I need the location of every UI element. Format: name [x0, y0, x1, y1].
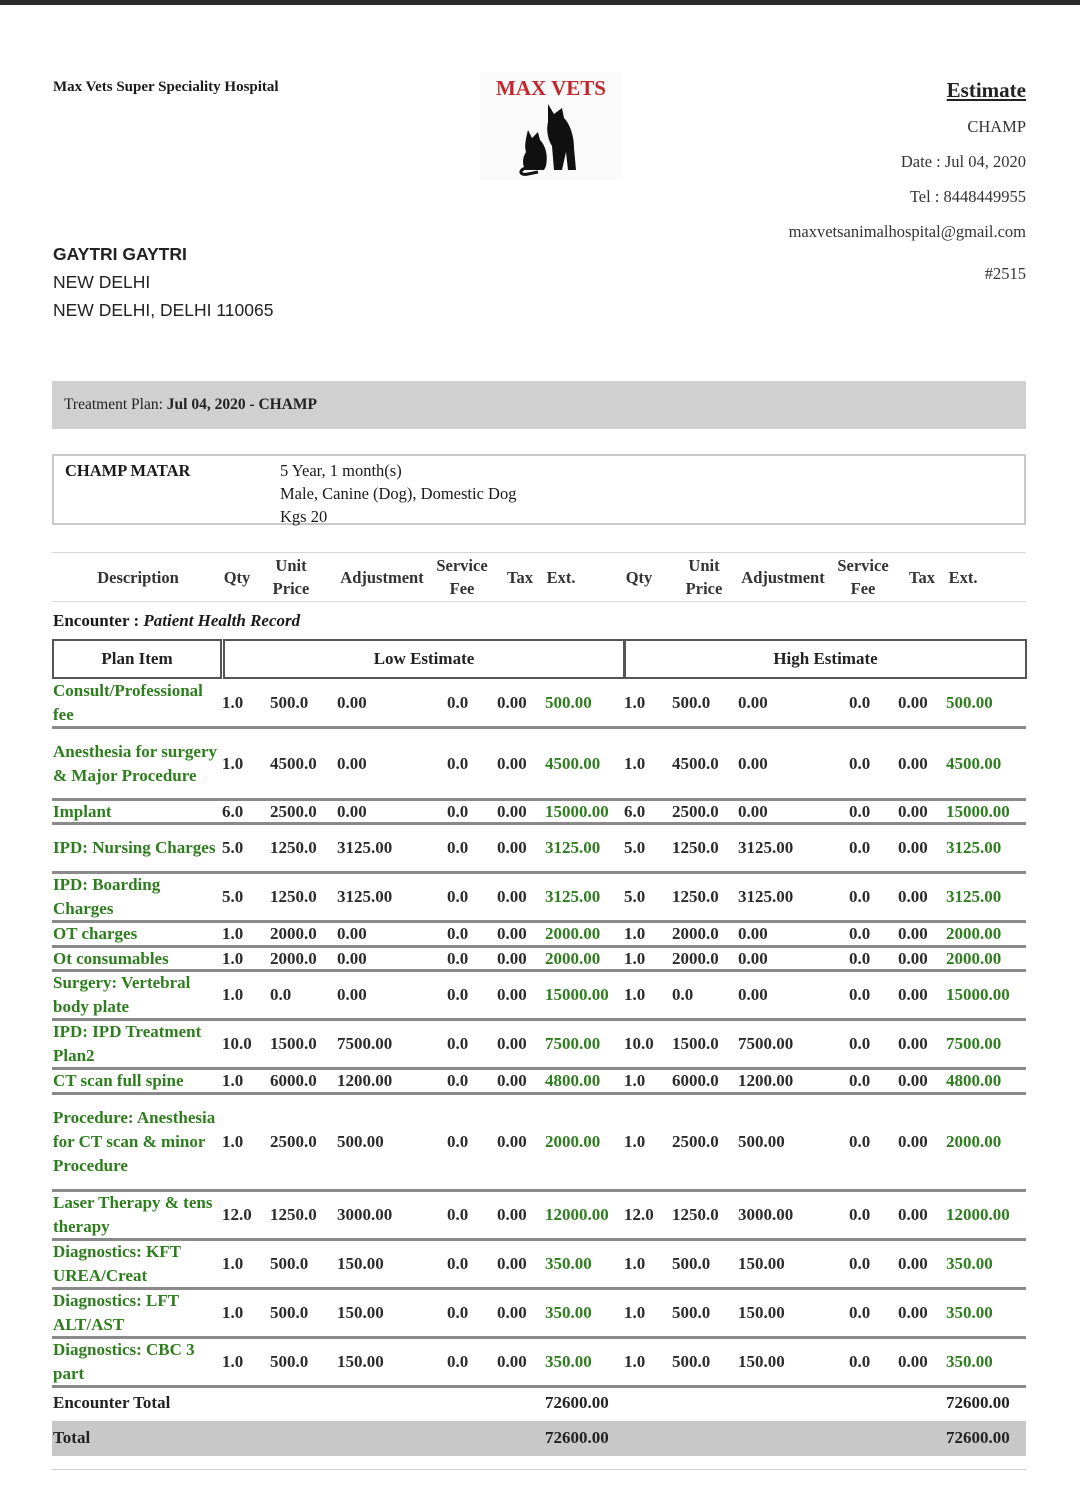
high-adjustment-cell: 1200.00: [738, 1071, 794, 1090]
low-adjustment-cell: 0.00: [337, 985, 367, 1004]
group-low-estimate: Low Estimate: [223, 639, 625, 679]
high-qty-cell: 1.0: [624, 1352, 646, 1371]
low-service-fee-cell: 0.0: [447, 1303, 469, 1322]
low-adjustment-cell: 500.00: [337, 1132, 384, 1151]
low-ext-cell: 4500.00: [545, 753, 601, 773]
low-adjustment-cell: 0.00: [337, 801, 367, 821]
high-qty-cell: 1.0: [624, 1303, 646, 1322]
low-service-fee-cell: 0.0: [447, 1071, 469, 1090]
col-unit-price-low-2: Price: [272, 579, 310, 598]
col-tax-low: Tax: [507, 567, 533, 587]
low-unit-price-cell: 1250.0: [270, 838, 317, 857]
high-service-fee-cell: 0.0: [849, 1352, 871, 1371]
high-adjustment-cell: 0.00: [738, 801, 768, 821]
low-service-fee-cell: 0.0: [447, 1254, 469, 1273]
col-unit-price-low-1: Unit: [275, 556, 307, 575]
low-qty-cell: 1.0: [222, 1303, 244, 1322]
high-service-fee-cell: 0.0: [849, 1205, 871, 1224]
bottom-rule: [52, 1469, 1026, 1470]
low-tax-cell: 0.00: [497, 693, 527, 712]
encounter-total-low: 72600.00: [545, 1393, 609, 1412]
low-tax-cell: 0.00: [497, 985, 527, 1004]
high-service-fee-cell: 0.0: [849, 924, 871, 943]
patient-age: 5 Year, 1 month(s): [280, 461, 402, 480]
high-qty-cell: 6.0: [624, 801, 646, 821]
high-service-fee-cell: 0.0: [849, 1303, 871, 1322]
table-row: [52, 874, 1026, 923]
high-unit-price-cell: 1250.0: [672, 887, 719, 906]
high-tax-cell: 0.00: [898, 693, 928, 712]
plan-item-description: Implant: [53, 801, 112, 821]
low-service-fee-cell: 0.0: [447, 985, 469, 1004]
low-unit-price-cell: 2500.0: [270, 801, 317, 821]
high-tax-cell: 0.00: [898, 838, 928, 857]
plan-value: Jul 04, 2020 - CHAMP: [166, 396, 318, 413]
low-ext-cell: 12000.00: [545, 1205, 609, 1224]
high-unit-price-cell: 1250.0: [672, 838, 719, 857]
low-qty-cell: 10.0: [222, 1034, 252, 1053]
low-tax-cell: 0.00: [497, 1205, 527, 1224]
high-adjustment-cell: 3125.00: [738, 887, 794, 906]
table-row: [52, 948, 1026, 972]
low-tax-cell: 0.00: [497, 838, 527, 857]
high-ext-cell: 500.00: [946, 693, 993, 712]
col-service-fee-low-1: Service: [436, 556, 488, 575]
high-tax-cell: 0.00: [898, 948, 928, 968]
low-adjustment-cell: 3000.00: [337, 1205, 393, 1224]
low-ext-cell: 2000.00: [545, 924, 601, 943]
col-service-fee-low-2: Fee: [449, 579, 475, 598]
plan-label: Treatment Plan:: [64, 396, 167, 413]
low-ext-cell: 4800.00: [545, 1071, 601, 1090]
high-tax-cell: 0.00: [898, 887, 928, 906]
plan-item-description: Anesthesia for surgery & Major Procedure: [53, 741, 217, 785]
encounter-name: Patient Health Record: [143, 611, 301, 630]
low-ext-cell: 350.00: [545, 1303, 592, 1322]
low-adjustment-cell: 1200.00: [337, 1071, 393, 1090]
high-ext-cell: 350.00: [946, 1352, 993, 1371]
low-adjustment-cell: 0.00: [337, 693, 367, 712]
high-service-fee-cell: 0.0: [849, 693, 871, 712]
col-unit-price-high-2: Price: [685, 579, 723, 598]
high-unit-price-cell: 1500.0: [672, 1034, 719, 1053]
table-row: [52, 1095, 1026, 1192]
hospital-name: Max Vets Super Speciality Hospital: [53, 79, 279, 95]
high-adjustment-cell: 0.00: [738, 948, 768, 968]
high-ext-cell: 350.00: [946, 1303, 993, 1322]
high-qty-cell: 10.0: [624, 1034, 654, 1053]
high-unit-price-cell: 2000.0: [672, 924, 719, 943]
high-ext-cell: 2000.00: [946, 1132, 1002, 1151]
high-adjustment-cell: 0.00: [738, 753, 768, 773]
low-ext-cell: 3125.00: [545, 887, 601, 906]
low-qty-cell: 1.0: [222, 1132, 244, 1151]
high-service-fee-cell: 0.0: [849, 1034, 871, 1053]
low-unit-price-cell: 2000.0: [270, 948, 317, 968]
low-tax-cell: 0.00: [497, 924, 527, 943]
table-row: [52, 729, 1026, 801]
high-unit-price-cell: 0.0: [672, 985, 694, 1004]
encounter-label: Encounter :: [53, 611, 144, 630]
low-qty-cell: 1.0: [222, 1254, 244, 1273]
high-unit-price-cell: 2500.0: [672, 801, 719, 821]
high-qty-cell: 1.0: [624, 924, 646, 943]
high-tax-cell: 0.00: [898, 801, 928, 821]
estimate-info: [789, 78, 1026, 299]
low-unit-price-cell: 500.0: [270, 1352, 309, 1371]
high-tax-cell: 0.00: [898, 753, 928, 773]
low-unit-price-cell: 1500.0: [270, 1034, 317, 1053]
high-qty-cell: 1.0: [624, 985, 646, 1004]
low-ext-cell: 2000.00: [545, 1132, 601, 1151]
col-adjustment-low: Adjustment: [340, 567, 424, 587]
high-service-fee-cell: 0.0: [849, 1254, 871, 1273]
encounter-total-label: Encounter Total: [53, 1393, 171, 1412]
high-ext-cell: 7500.00: [946, 1034, 1002, 1053]
high-service-fee-cell: 0.0: [849, 985, 871, 1004]
low-adjustment-cell: 3125.00: [337, 887, 393, 906]
plan-item-description: OT charges: [53, 924, 138, 943]
high-unit-price-cell: 4500.0: [672, 753, 719, 773]
high-unit-price-cell: 2000.0: [672, 948, 719, 968]
client-address: [53, 240, 273, 324]
low-adjustment-cell: 0.00: [337, 924, 367, 943]
low-qty-cell: 1.0: [222, 693, 244, 712]
low-unit-price-cell: 4500.0: [270, 753, 317, 773]
low-ext-cell: 350.00: [545, 1352, 592, 1371]
low-qty-cell: 5.0: [222, 838, 244, 857]
col-tax-high: Tax: [909, 567, 935, 587]
low-service-fee-cell: 0.0: [447, 838, 469, 857]
table-row: [52, 1339, 1026, 1388]
plan-item-description: Diagnostics: CBC 3 part: [53, 1340, 195, 1383]
plan-item-description: IPD: Boarding Charges: [53, 875, 161, 918]
grand-total-row: [52, 1421, 1026, 1456]
low-unit-price-cell: 1250.0: [270, 1205, 317, 1224]
low-qty-cell: 1.0: [222, 948, 244, 968]
low-tax-cell: 0.00: [497, 801, 527, 821]
encounter-heading: [53, 611, 300, 631]
low-unit-price-cell: 500.0: [270, 693, 309, 712]
client-address-line: NEW DELHI, DELHI 110065: [53, 300, 274, 320]
client-name: GAYTRI GAYTRI: [53, 244, 187, 264]
low-tax-cell: 0.00: [497, 1303, 527, 1322]
high-service-fee-cell: 0.0: [849, 838, 871, 857]
cat-dog-silhouette-icon: [518, 100, 584, 176]
grand-total-label: Total: [53, 1428, 91, 1447]
col-service-fee-high-2: Fee: [850, 579, 876, 598]
high-qty-cell: 5.0: [624, 838, 646, 857]
encounter-total-row: [52, 1393, 1026, 1417]
high-service-fee-cell: 0.0: [849, 948, 871, 968]
high-adjustment-cell: 0.00: [738, 924, 768, 943]
low-tax-cell: 0.00: [497, 1071, 527, 1090]
col-unit-price-high-1: Unit: [688, 556, 720, 575]
high-service-fee-cell: 0.0: [849, 753, 871, 773]
high-ext-cell: 3125.00: [946, 838, 1002, 857]
high-adjustment-cell: 150.00: [738, 1254, 785, 1273]
table-row: [52, 923, 1026, 948]
table-row: [52, 1241, 1026, 1290]
high-tax-cell: 0.00: [898, 1071, 928, 1090]
patient-info: [280, 459, 516, 528]
high-adjustment-cell: 3000.00: [738, 1205, 794, 1224]
estimate-number: #2515: [984, 264, 1026, 283]
high-unit-price-cell: 1250.0: [672, 1205, 719, 1224]
low-unit-price-cell: 6000.0: [270, 1071, 317, 1090]
table-row: [52, 1192, 1026, 1241]
low-qty-cell: 1.0: [222, 924, 244, 943]
high-adjustment-cell: 7500.00: [738, 1034, 794, 1053]
patient-name: CHAMP MATAR: [65, 461, 191, 480]
low-tax-cell: 0.00: [497, 1034, 527, 1053]
low-qty-cell: 5.0: [222, 887, 244, 906]
high-adjustment-cell: 500.00: [738, 1132, 785, 1151]
low-adjustment-cell: 150.00: [337, 1254, 384, 1273]
patient-weight: Kgs 20: [280, 507, 328, 526]
group-high-estimate: High Estimate: [624, 639, 1027, 679]
high-ext-cell: 2000.00: [946, 948, 1002, 968]
high-ext-cell: 15000.00: [946, 801, 1010, 821]
high-ext-cell: 350.00: [946, 1254, 993, 1273]
high-qty-cell: 5.0: [624, 887, 646, 906]
email: maxvetsanimalhospital@gmail.com: [788, 222, 1026, 241]
high-tax-cell: 0.00: [898, 1254, 928, 1273]
low-unit-price-cell: 1250.0: [270, 887, 317, 906]
high-adjustment-cell: 3125.00: [738, 838, 794, 857]
table-row: [52, 801, 1026, 825]
low-adjustment-cell: 150.00: [337, 1352, 384, 1371]
col-unit-price-high: [674, 553, 734, 601]
high-ext-cell: 2000.00: [946, 924, 1002, 943]
phone: Tel : 8448449955: [909, 187, 1026, 206]
patient-short: CHAMP: [967, 117, 1026, 136]
high-ext-cell: 3125.00: [946, 887, 1002, 906]
plan-item-description: Ot consumables: [53, 948, 169, 968]
plan-item-description: Diagnostics: LFT ALT/AST: [53, 1291, 179, 1334]
col-service-fee-high-1: Service: [837, 556, 889, 575]
plan-item-description: Surgery: Vertebral body plate: [53, 973, 191, 1016]
patient-box: [52, 454, 1026, 525]
plan-item-description: Procedure: Anesthesia for CT scan & minor Procedure: [53, 1108, 216, 1175]
table-row: [52, 1290, 1026, 1339]
low-service-fee-cell: 0.0: [447, 801, 469, 821]
group-plan-item: Plan Item: [52, 639, 222, 679]
grand-total-low: 72600.00: [545, 1428, 609, 1447]
plan-item-description: Consult/Professional fee: [53, 681, 203, 724]
high-adjustment-cell: 0.00: [738, 693, 768, 712]
high-qty-cell: 1.0: [624, 693, 646, 712]
high-qty-cell: 12.0: [624, 1205, 654, 1224]
table-row: [52, 972, 1026, 1021]
table-row: [52, 1070, 1026, 1095]
low-adjustment-cell: 7500.00: [337, 1034, 393, 1053]
high-unit-price-cell: 500.0: [672, 1254, 711, 1273]
doc-title: Estimate: [946, 78, 1026, 102]
high-adjustment-cell: 0.00: [738, 985, 768, 1004]
plan-item-description: Laser Therapy & tens therapy: [53, 1193, 213, 1236]
low-qty-cell: 1.0: [222, 1352, 244, 1371]
low-unit-price-cell: 0.0: [270, 985, 292, 1004]
high-ext-cell: 15000.00: [946, 985, 1010, 1004]
low-ext-cell: 350.00: [545, 1254, 592, 1273]
high-adjustment-cell: 150.00: [738, 1352, 785, 1371]
patient-species: Male, Canine (Dog), Domestic Dog: [280, 484, 517, 503]
low-ext-cell: 3125.00: [545, 838, 601, 857]
col-adjustment-high: Adjustment: [741, 567, 825, 587]
col-description: Description: [97, 567, 179, 587]
high-adjustment-cell: 150.00: [738, 1303, 785, 1322]
col-ext-low: Ext.: [546, 567, 576, 587]
col-qty-high: Qty: [625, 567, 653, 587]
low-qty-cell: 1.0: [222, 753, 244, 773]
plan-item-description: CT scan full spine: [53, 1071, 184, 1090]
high-service-fee-cell: 0.0: [849, 1071, 871, 1090]
low-adjustment-cell: 3125.00: [337, 838, 393, 857]
low-unit-price-cell: 500.0: [270, 1303, 309, 1322]
low-tax-cell: 0.00: [497, 753, 527, 773]
plan-item-description: IPD: Nursing Charges: [53, 838, 216, 857]
high-qty-cell: 1.0: [624, 1132, 646, 1151]
estimate-date: Date : Jul 04, 2020: [900, 152, 1026, 171]
low-service-fee-cell: 0.0: [447, 924, 469, 943]
top-border: [0, 0, 1080, 5]
low-unit-price-cell: 2000.0: [270, 924, 317, 943]
low-tax-cell: 0.00: [497, 948, 527, 968]
high-unit-price-cell: 500.0: [672, 1352, 711, 1371]
low-adjustment-cell: 150.00: [337, 1303, 384, 1322]
low-ext-cell: 15000.00: [545, 985, 609, 1004]
high-ext-cell: 12000.00: [946, 1205, 1010, 1224]
high-unit-price-cell: 6000.0: [672, 1071, 719, 1090]
col-service-fee-high: [830, 553, 896, 601]
high-qty-cell: 1.0: [624, 753, 646, 773]
high-tax-cell: 0.00: [898, 1132, 928, 1151]
low-qty-cell: 6.0: [222, 801, 244, 821]
low-tax-cell: 0.00: [497, 1352, 527, 1371]
low-ext-cell: 2000.00: [545, 948, 601, 968]
high-ext-cell: 4500.00: [946, 753, 1002, 773]
low-service-fee-cell: 0.0: [447, 753, 469, 773]
low-service-fee-cell: 0.0: [447, 1352, 469, 1371]
col-service-fee-low: [430, 553, 494, 601]
low-ext-cell: 7500.00: [545, 1034, 601, 1053]
high-service-fee-cell: 0.0: [849, 801, 871, 821]
low-service-fee-cell: 0.0: [447, 1034, 469, 1053]
header-rule-bottom: [52, 601, 1026, 602]
col-unit-price-low: [262, 553, 320, 601]
low-unit-price-cell: 500.0: [270, 1254, 309, 1273]
client-city: NEW DELHI: [53, 272, 151, 292]
low-qty-cell: 1.0: [222, 1071, 244, 1090]
low-tax-cell: 0.00: [497, 1254, 527, 1273]
low-unit-price-cell: 2500.0: [270, 1132, 317, 1151]
low-qty-cell: 1.0: [222, 985, 244, 1004]
max-vets-logo: [480, 72, 622, 180]
low-service-fee-cell: 0.0: [447, 1132, 469, 1151]
low-ext-cell: 15000.00: [545, 801, 609, 821]
high-tax-cell: 0.00: [898, 924, 928, 943]
high-tax-cell: 0.00: [898, 1352, 928, 1371]
treatment-plan-bar: [52, 381, 1026, 429]
plan-item-description: Diagnostics: KFT UREA/Creat: [53, 1242, 181, 1285]
high-tax-cell: 0.00: [898, 1303, 928, 1322]
high-qty-cell: 1.0: [624, 948, 646, 968]
high-unit-price-cell: 500.0: [672, 1303, 711, 1322]
high-tax-cell: 0.00: [898, 1205, 928, 1224]
high-service-fee-cell: 0.0: [849, 1132, 871, 1151]
high-unit-price-cell: 2500.0: [672, 1132, 719, 1151]
low-qty-cell: 12.0: [222, 1205, 252, 1224]
low-adjustment-cell: 0.00: [337, 753, 367, 773]
grand-total-high: 72600.00: [946, 1428, 1010, 1447]
col-ext-high: Ext.: [948, 567, 978, 587]
low-service-fee-cell: 0.0: [447, 948, 469, 968]
col-qty-low: Qty: [223, 567, 251, 587]
table-row: [52, 1021, 1026, 1070]
table-row: [52, 825, 1026, 874]
high-qty-cell: 1.0: [624, 1254, 646, 1273]
encounter-total-high: 72600.00: [946, 1393, 1010, 1412]
high-service-fee-cell: 0.0: [849, 887, 871, 906]
high-tax-cell: 0.00: [898, 985, 928, 1004]
logo-text: MAX VETS: [496, 76, 606, 100]
low-tax-cell: 0.00: [497, 887, 527, 906]
low-ext-cell: 500.00: [545, 693, 592, 712]
low-service-fee-cell: 0.0: [447, 1205, 469, 1224]
plan-item-description: IPD: IPD Treatment Plan2: [53, 1022, 202, 1065]
high-qty-cell: 1.0: [624, 1071, 646, 1090]
high-ext-cell: 4800.00: [946, 1071, 1002, 1090]
low-service-fee-cell: 0.0: [447, 887, 469, 906]
low-adjustment-cell: 0.00: [337, 948, 367, 968]
high-unit-price-cell: 500.0: [672, 693, 711, 712]
low-tax-cell: 0.00: [497, 1132, 527, 1151]
low-service-fee-cell: 0.0: [447, 693, 469, 712]
high-tax-cell: 0.00: [898, 1034, 928, 1053]
table-row: [52, 680, 1026, 729]
